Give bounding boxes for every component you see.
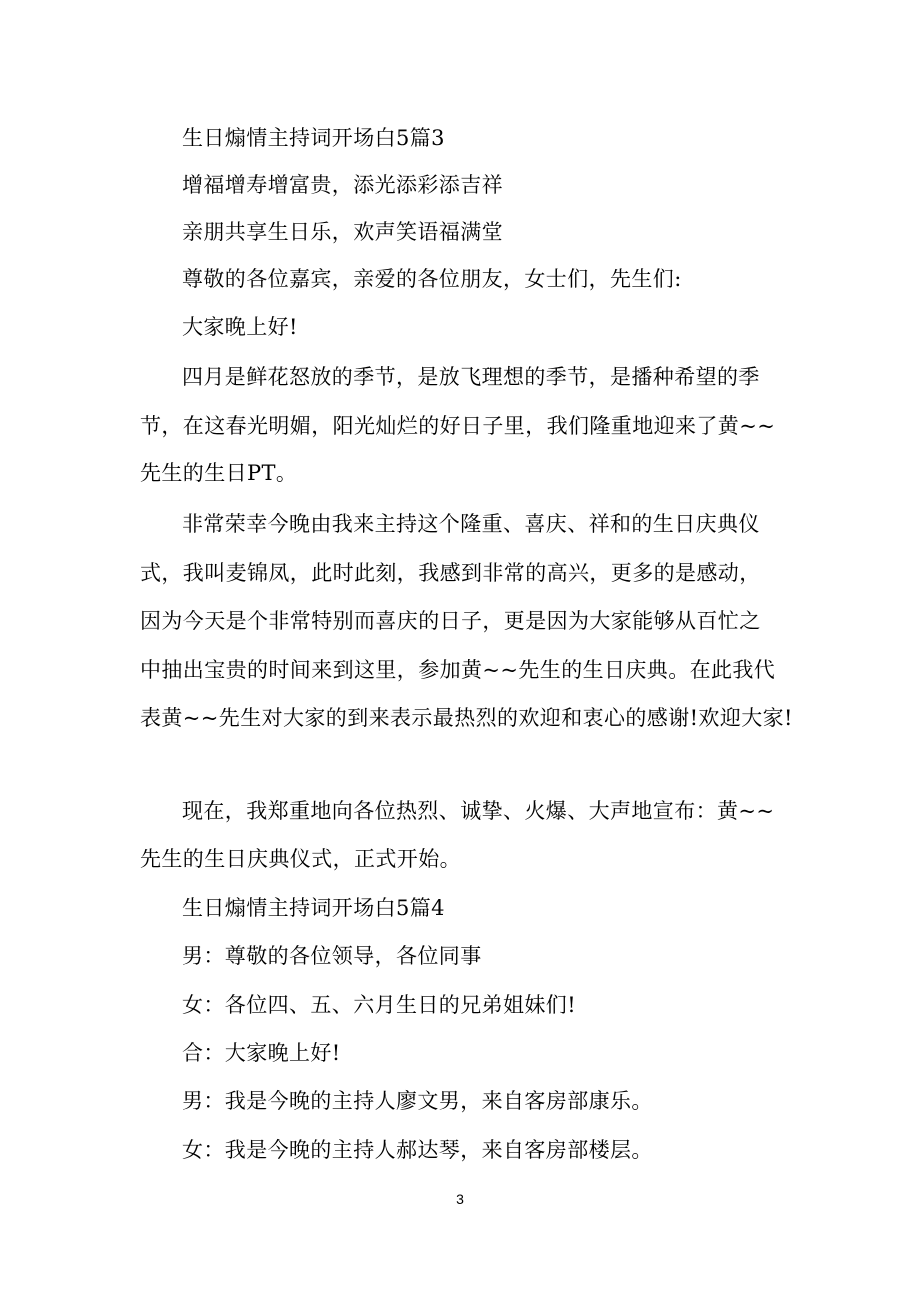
text-line: 男：我是今晚的主持人廖文男，来自客房部康乐。 bbox=[182, 1089, 653, 1113]
text-line: 现在，我郑重地向各位热烈、诚挚、火爆、大声地宣布：黄~~ bbox=[182, 799, 775, 823]
section-heading-4: 生日煽情主持词开场白5篇4 bbox=[182, 896, 445, 920]
text-line: 女：我是今晚的主持人郝达琴，来自客房部楼层。 bbox=[182, 1138, 653, 1162]
text-line: 先生的生日PT。 bbox=[140, 461, 298, 485]
text-line: 表黄~~先生对大家的到来表示最热烈的欢迎和衷心的感谢!欢迎大家! bbox=[140, 706, 793, 730]
text-line: 尊敬的各位嘉宾，亲爱的各位朋友，女士们，先生们: bbox=[182, 267, 682, 291]
text-line: 合：大家晚上好! bbox=[182, 1041, 341, 1065]
text-line: 非常荣幸今晚由我来主持这个隆重、喜庆、祥和的生日庆典仪 bbox=[182, 512, 760, 536]
text-line: 亲朋共享生日乐，欢声笑语福满堂 bbox=[182, 220, 503, 244]
text-line: 式，我叫麦锦凤，此时此刻，我感到非常的高兴，更多的是感动， bbox=[140, 561, 761, 585]
text-line: 节，在这春光明媚，阳光灿烂的好日子里，我们隆重地迎来了黄~~ bbox=[140, 414, 776, 438]
section-heading-3: 生日煽情主持词开场白5篇3 bbox=[182, 126, 445, 150]
text-line: 大家晚上好! bbox=[182, 315, 298, 339]
text-line: 增福增寿增富贵，添光添彩添吉祥 bbox=[182, 173, 503, 197]
text-line: 四月是鲜花怒放的季节，是放飞理想的季节，是播种希望的季 bbox=[182, 365, 760, 389]
text-line: 中抽出宝贵的时间来到这里，参加黄~~先生的生日庆典。在此我代 bbox=[140, 658, 776, 682]
page-number: 3 bbox=[456, 1191, 464, 1207]
text-line: 女：各位四、五、六月生日的兄弟姐妹们! bbox=[182, 993, 577, 1017]
text-line: 先生的生日庆典仪式，正式开始。 bbox=[140, 847, 461, 871]
text-line: 男：尊敬的各位领导，各位同事 bbox=[182, 944, 482, 968]
text-line: 因为今天是个非常特别而喜庆的日子，更是因为大家能够从百忙之 bbox=[140, 609, 761, 633]
